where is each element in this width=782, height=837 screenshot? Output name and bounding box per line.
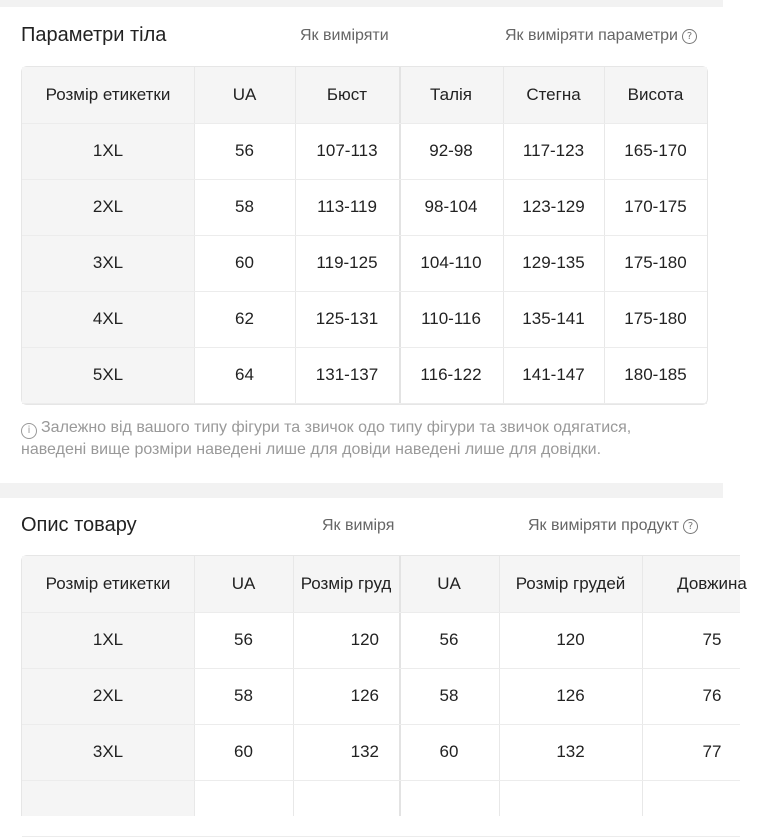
product-value-cell: 132 bbox=[556, 742, 585, 761]
body-params-value-cell: 56 bbox=[235, 141, 254, 160]
product-value-cell bbox=[194, 780, 293, 836]
section-separator-band bbox=[0, 483, 723, 498]
info-circle-icon: i bbox=[21, 423, 37, 439]
body-params-header-cell: Стегна bbox=[526, 85, 581, 104]
body-params-value-cell: 107-113 bbox=[316, 141, 378, 160]
how-to-measure-product-label: Як виміряти продукт bbox=[528, 517, 680, 534]
body-params-value-cell: 104-110 bbox=[420, 253, 482, 272]
body-params-value-cell: 58 bbox=[235, 197, 254, 216]
question-circle-icon: ? bbox=[683, 519, 698, 534]
body-params-value-cell: 110-116 bbox=[421, 309, 481, 328]
product-header-cell: Розмір етикетки bbox=[45, 574, 171, 593]
how-to-measure-link-2[interactable] bbox=[322, 517, 398, 535]
product-size-label-cell: 2XL bbox=[92, 686, 124, 705]
body-params-title: Параметри тіла bbox=[21, 24, 167, 46]
product-value-cell: 126 bbox=[350, 686, 379, 705]
product-header-cell: Розмір груд bbox=[300, 574, 392, 593]
body-params-value-cell: 123-129 bbox=[522, 197, 585, 216]
body-params-header-cell: UA bbox=[232, 85, 257, 104]
body-params-value-cell: 62 bbox=[235, 309, 254, 328]
note-line-2: наведені вище розміри наведені лише для довіди наведені лише для довідки. bbox=[21, 441, 602, 458]
body-params-value-cell: 175-180 bbox=[624, 253, 687, 272]
body-params-value-cell: 60 bbox=[235, 253, 254, 272]
row-divider bbox=[22, 403, 707, 404]
body-params-header-cell: Розмір етикетки bbox=[45, 85, 171, 104]
product-value-cell: 77 bbox=[702, 742, 722, 761]
body-params-value-cell: 64 bbox=[235, 365, 254, 384]
product-header-cell: UA bbox=[437, 574, 461, 593]
body-params-value-cell: 131-137 bbox=[315, 365, 379, 384]
body-params-size-label-cell: 1XL bbox=[92, 141, 124, 160]
body-params-table bbox=[21, 66, 708, 405]
product-value-cell: 56 bbox=[234, 630, 253, 649]
product-table bbox=[21, 555, 747, 816]
product-value-cell bbox=[499, 780, 642, 836]
size-note bbox=[21, 417, 721, 461]
product-value-cell bbox=[293, 780, 399, 836]
body-params-size-label-cell: 2XL bbox=[92, 197, 124, 216]
body-params-size-label-cell: 5XL bbox=[92, 365, 124, 384]
body-params-value-cell: 116-122 bbox=[420, 365, 482, 384]
note-line-1: Залежно від вашого типу фігури та звичок одо типу фігури та звичок одягатися, bbox=[41, 419, 632, 436]
body-params-size-label-cell: 4XL bbox=[92, 309, 124, 328]
body-params-value-cell: 113-119 bbox=[317, 197, 377, 216]
product-value-cell: 76 bbox=[702, 686, 722, 705]
product-value-cell: 58 bbox=[234, 686, 253, 705]
how-to-measure-label-2: Як виміря bbox=[322, 517, 395, 534]
product-value-cell bbox=[399, 780, 499, 836]
product-title: Опис товару bbox=[21, 514, 137, 536]
product-header-cell: Довжина bbox=[677, 574, 747, 593]
product-size-label-cell bbox=[22, 780, 194, 836]
product-value-cell: 120 bbox=[350, 630, 379, 649]
how-to-measure-params-label: Як виміряти параметри bbox=[505, 27, 678, 44]
product-value-cell: 120 bbox=[556, 630, 585, 649]
how-to-measure-label: Як виміряти bbox=[300, 27, 389, 44]
product-value-cell: 56 bbox=[439, 630, 459, 649]
body-params-header-cell: Висота bbox=[627, 85, 684, 104]
body-params-value-cell: 175-180 bbox=[624, 309, 687, 328]
body-params-value-cell: 92-98 bbox=[429, 141, 473, 160]
body-params-size-label-cell: 3XL bbox=[92, 253, 124, 272]
body-params-value-cell: 98-104 bbox=[424, 197, 478, 216]
how-to-measure-product-link[interactable] bbox=[528, 517, 698, 535]
product-size-label-cell: 3XL bbox=[92, 742, 124, 761]
body-params-value-cell: 170-175 bbox=[624, 197, 687, 216]
product-value-cell bbox=[642, 780, 782, 836]
body-params-value-cell: 141-147 bbox=[522, 365, 585, 384]
product-value-cell: 132 bbox=[350, 742, 379, 761]
body-params-value-cell: 125-131 bbox=[315, 309, 379, 328]
how-to-measure-link[interactable] bbox=[300, 27, 389, 45]
product-value-cell: 60 bbox=[234, 742, 253, 761]
body-params-header-cell: Бюст bbox=[326, 85, 368, 104]
how-to-measure-params-link[interactable] bbox=[505, 27, 697, 45]
product-value-cell: 60 bbox=[439, 742, 459, 761]
product-value-cell: 75 bbox=[702, 630, 722, 649]
body-params-value-cell: 117-123 bbox=[522, 141, 585, 160]
product-value-cell: 126 bbox=[556, 686, 585, 705]
question-circle-icon: ? bbox=[682, 29, 697, 44]
product-header-cell: UA bbox=[231, 574, 256, 593]
body-params-value-cell: 129-135 bbox=[522, 253, 585, 272]
product-size-label-cell: 1XL bbox=[92, 630, 124, 649]
product-header-cell: Розмір грудей bbox=[515, 574, 626, 593]
body-params-header-cell: Талія bbox=[430, 85, 472, 104]
body-params-value-cell: 119-125 bbox=[316, 253, 378, 272]
body-params-value-cell: 165-170 bbox=[624, 141, 687, 160]
body-params-value-cell: 180-185 bbox=[624, 365, 687, 384]
product-value-cell: 58 bbox=[439, 686, 459, 705]
body-params-value-cell: 135-141 bbox=[522, 309, 585, 328]
top-separator-band bbox=[0, 0, 723, 7]
